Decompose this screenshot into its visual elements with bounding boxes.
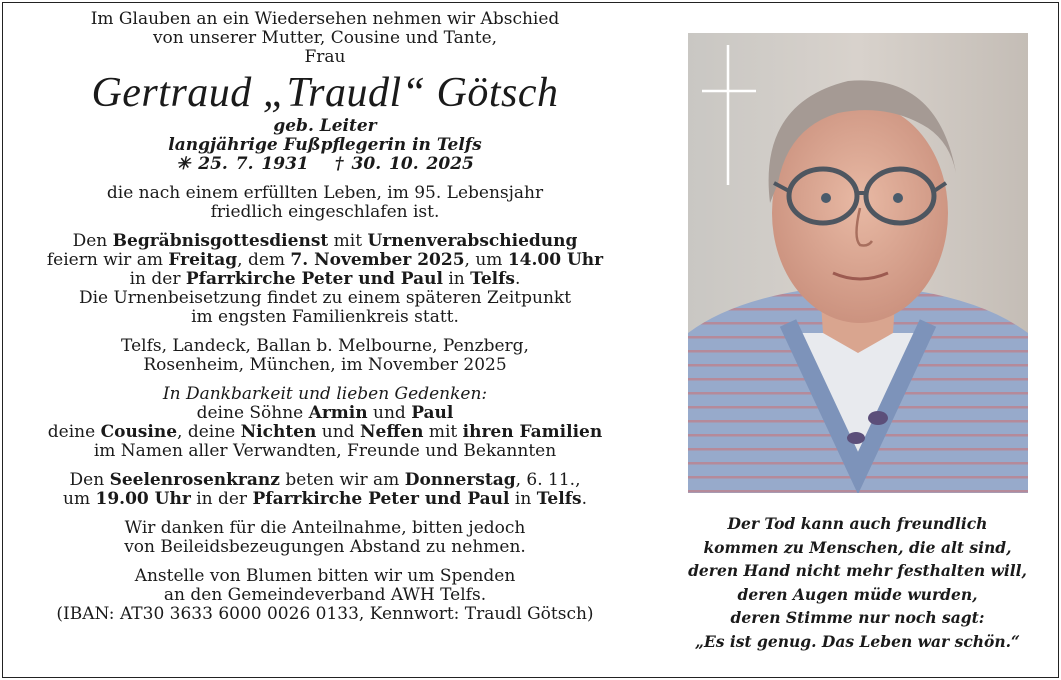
intro-line: Im Glauben an ein Wiedersehen nehmen wir Abschied	[90, 9, 560, 29]
birth-date: ✳ 25. 7. 1931	[176, 154, 309, 174]
intro-line: von unserer Mutter, Cousine und Tante,	[152, 28, 498, 48]
donation-line: Anstelle von Blumen bitten wir um Spenden	[134, 566, 516, 586]
mourners-line: deine Söhne Armin und Paul	[196, 403, 454, 423]
deceased-name: Gertraud „Traudl“ Götsch	[91, 70, 559, 116]
quote-line: kommen zu Menschen, die alt sind,	[703, 537, 1012, 557]
memorial-quote	[660, 512, 1055, 653]
mourners-line: deine Cousine, deine Nichten und Neffen mit ihren Familien	[47, 422, 603, 442]
passing-line: friedlich eingeschlafen ist.	[210, 202, 440, 222]
donation-line: (IBAN: AT30 3633 6000 0026 0133, Kennwort: Traudl Götsch)	[56, 604, 594, 624]
quote-line: deren Augen müde wurden,	[737, 584, 978, 604]
quote-line: deren Hand nicht mehr festhalten will,	[688, 561, 1027, 580]
funeral-line: Den Begräbnisgottesdienst mit Urnenverabschiedung	[72, 231, 578, 251]
maiden-name: geb. Leiter	[273, 116, 377, 136]
passing-line: die nach einem erfüllten Leben, im 95. Lebensjahr	[106, 183, 544, 203]
rosary-line: Den Seelenrosenkranz beten wir am Donnerstag, 6. 11.,	[69, 470, 581, 490]
places-line: Rosenheim, München, im November 2025	[143, 355, 507, 375]
thanks-line: Wir danken für die Anteilnahme, bitten jedoch	[124, 518, 526, 538]
quote-line: „Es ist genug. Das Leben war schön.“	[695, 631, 1020, 651]
notice-text-column	[10, 10, 640, 624]
rosary-line: um 19.00 Uhr in der Pfarrkirche Peter und Paul in Telfs.	[63, 489, 587, 509]
thanks-line: von Beileidsbezeugungen Abstand zu nehmen.	[124, 537, 526, 557]
life-dates	[10, 155, 640, 174]
funeral-line: in der Pfarrkirche Peter und Paul in Telfs.	[129, 269, 521, 289]
occupation: langjährige Fußpflegerin in Telfs	[168, 135, 482, 155]
mourners-line: im Namen aller Verwandten, Freunde und Bekannten	[93, 441, 557, 461]
death-date: † 30. 10. 2025	[334, 154, 474, 174]
mourners-heading: In Dankbarkeit und lieben Gedenken:	[162, 384, 488, 404]
donation-line: an den Gemeindeverband AWH Telfs.	[163, 585, 487, 605]
quote-line: deren Stimme nur noch sagt:	[730, 608, 985, 627]
quote-line: Der Tod kann auch freundlich	[727, 514, 988, 533]
intro-line: Frau	[304, 47, 346, 67]
places-line: Telfs, Landeck, Ballan b. Melbourne, Penzberg,	[121, 336, 529, 356]
funeral-line: feiern wir am Freitag, dem 7. November 2025, um 14.00 Uhr	[46, 250, 604, 270]
funeral-line: im engsten Familienkreis statt.	[191, 307, 459, 327]
funeral-line: Die Urnenbeisetzung findet zu einem späteren Zeitpunkt	[78, 288, 572, 308]
portrait-photo	[688, 33, 1028, 493]
